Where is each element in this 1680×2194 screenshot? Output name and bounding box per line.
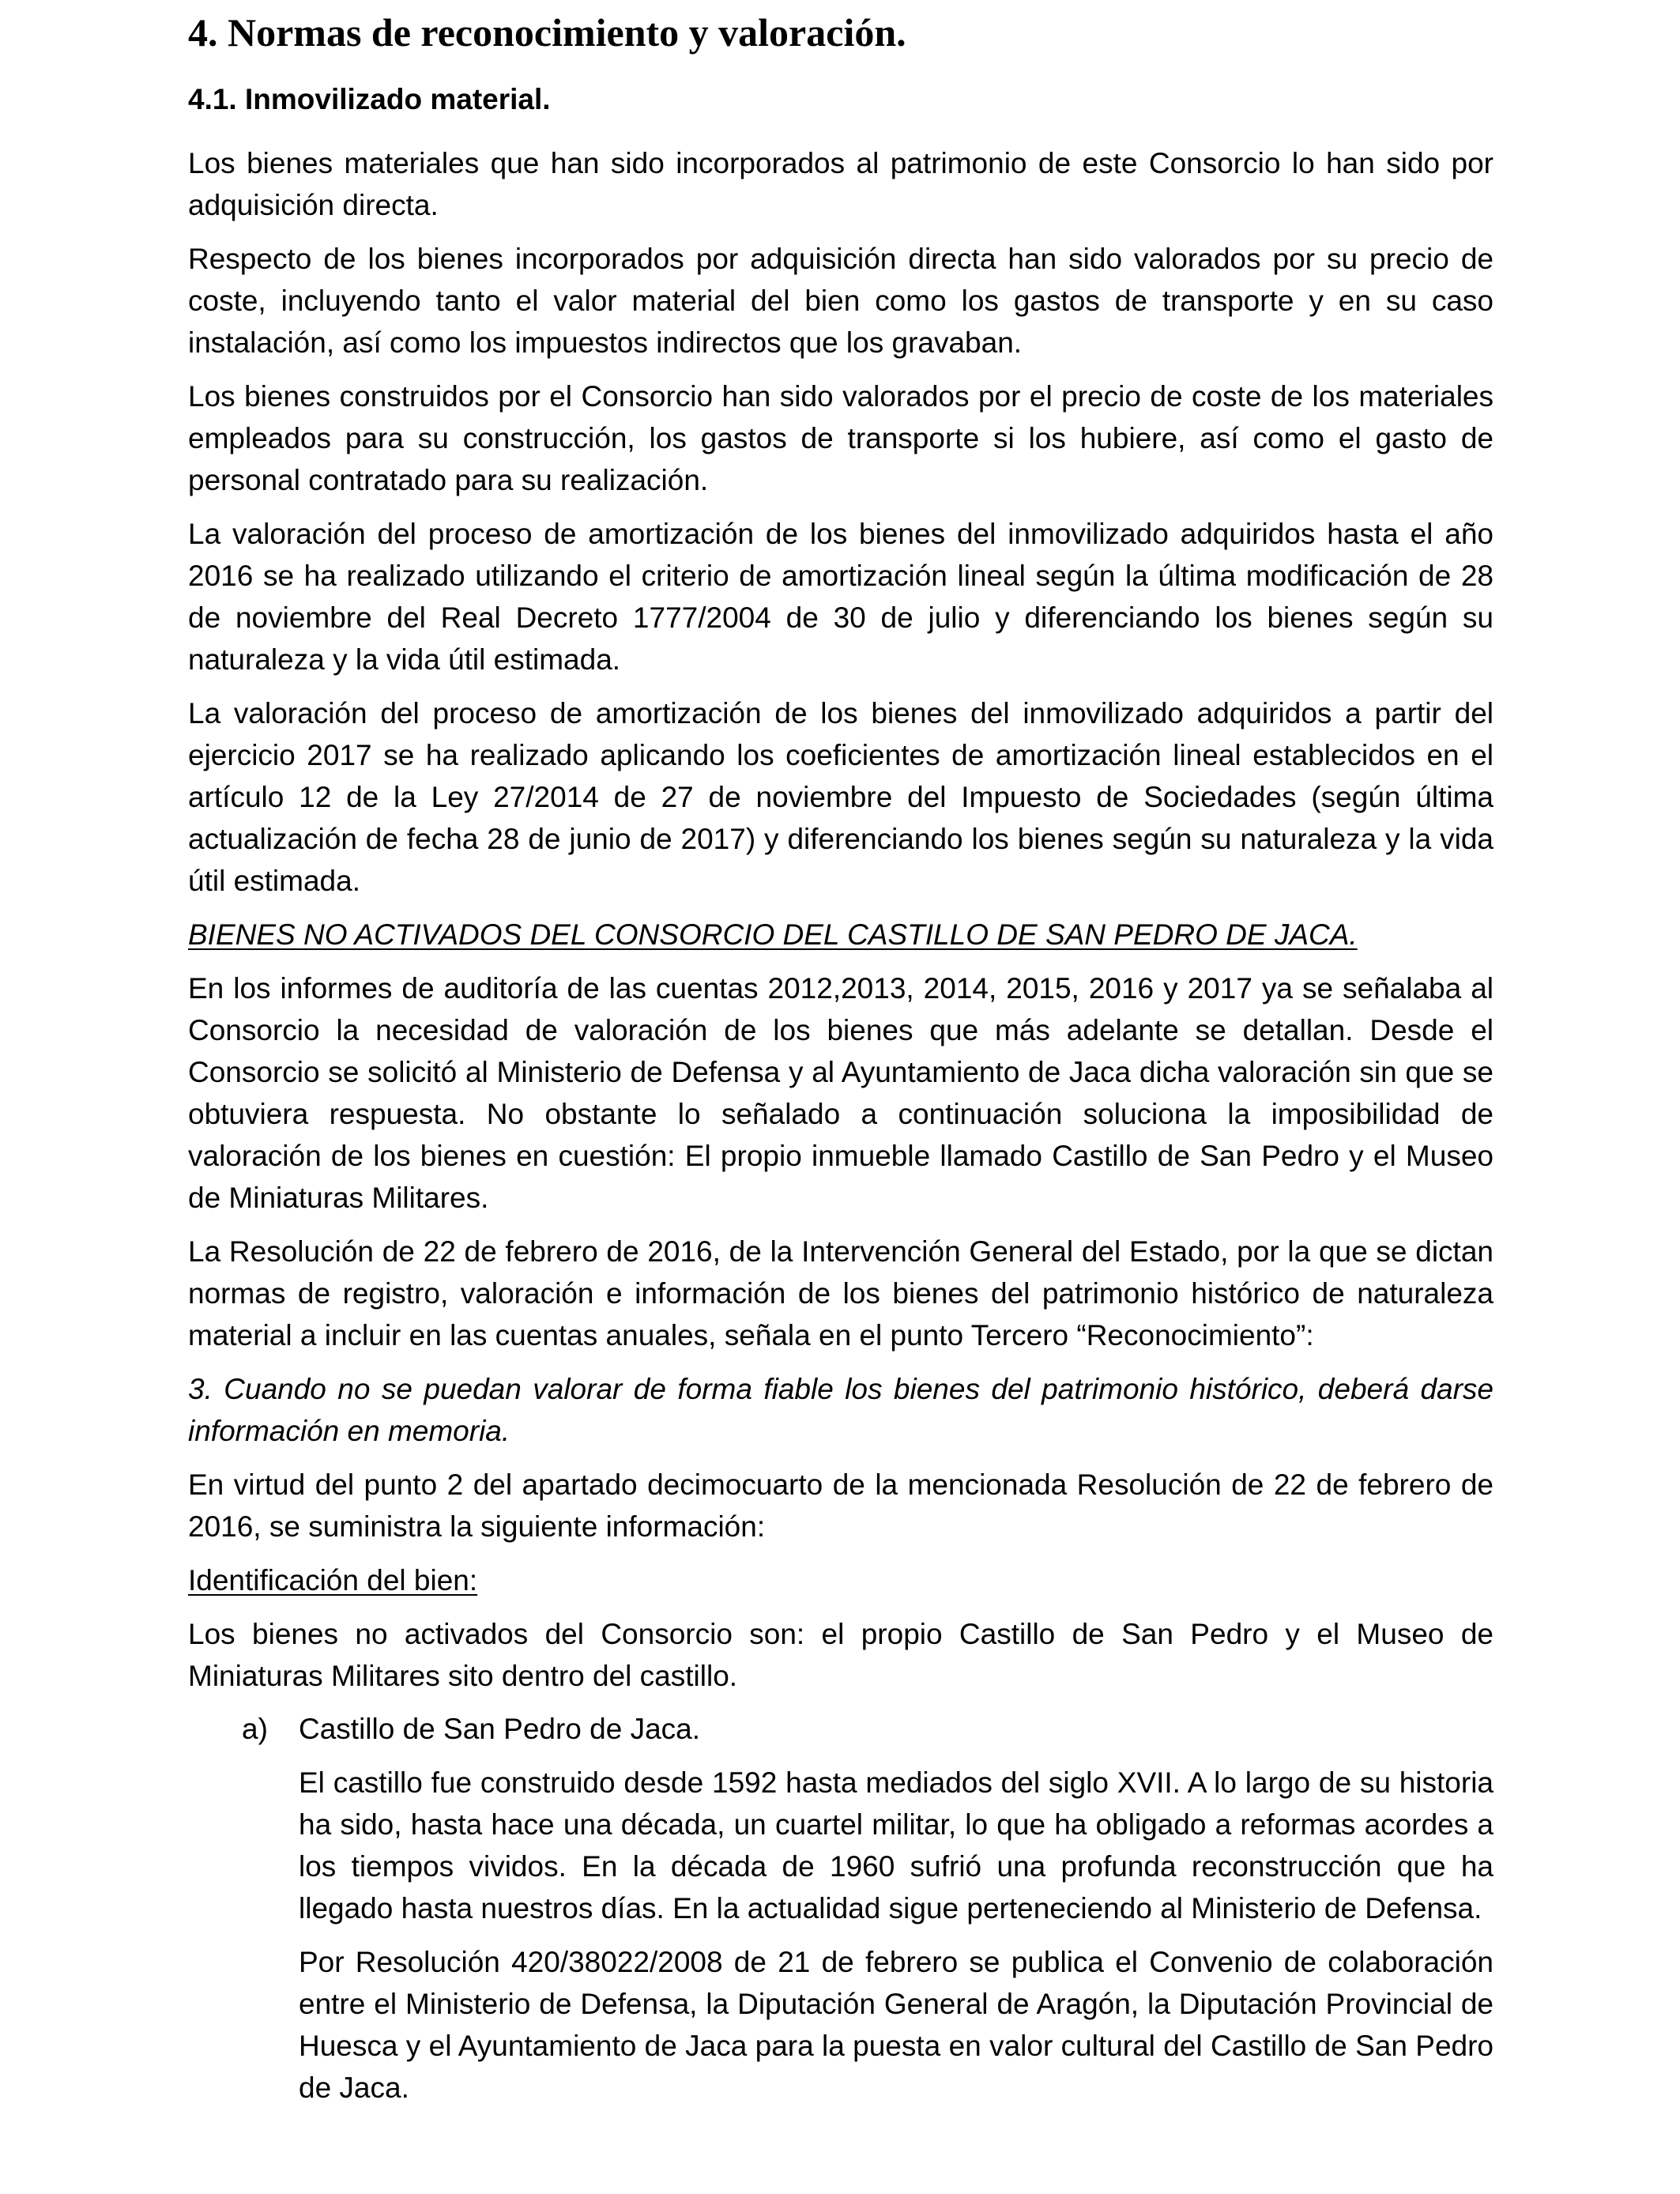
paragraph-castillo-historia: El castillo fue construido desde 1592 hasta mediados del siglo XVII. A lo largo de su historia ha sido, hasta hace una década, un cuartel militar, lo que ha obligado a reformas acordes a los tiempos vividos. En la década de 1960 sufrió una profunda reconstrucción que ha llegado hasta nuestros días. En la actualidad sigue perteneciendo al Ministerio de Defensa. (299, 1766, 1494, 1924)
paragraph-auditoria: En los informes de auditoría de las cuentas 2012,2013, 2014, 2015, 2016 y 2017 ya se señalaba al Consorcio la necesidad de valoración de los bienes que más adelante se detallan. Desde el Consorcio se solicitó al Ministerio de Defensa y al Ayuntamiento de Jaca dicha valoración sin que se obtuviera respuesta. No obstante lo señalado a continuación soluciona la imposibilidad de valoración de los bienes en cuestión: El propio inmueble llamado Castillo de San Pedro y el Museo de Miniaturas Militares. (188, 972, 1494, 1214)
paragraph-amortizacion-2017: La valoración del proceso de amortización de los bienes del inmovilizado adquiridos a partir del ejercicio 2017 se ha realizado aplicando los coeficientes de amortización lineal establecidos en el artículo 12 de la Ley 27/2014 de 27 de noviembre del Impuesto de Sociedades (según última actualización de fecha 28 de junio de 2017) y diferenciando los bienes según su naturaleza y la vida útil estimada. (188, 697, 1494, 897)
paragraph-valoracion-coste: Respecto de los bienes incorporados por adquisición directa han sido valorados por su precio de coste, incluyendo tanto el valor material del bien como los gastos de transporte y en su caso instalación, así como los impuestos indirectos que los gravaban. (188, 243, 1494, 359)
section-heading: 4. Normas de reconocimiento y valoración. (188, 10, 906, 55)
paragraph-informacion: En virtud del punto 2 del apartado decimocuarto de la mencionada Resolución de 22 de febrero de 2016, se suministra la siguiente información: (188, 1468, 1494, 1543)
list-item-a (188, 1708, 1494, 1750)
paragraph-bienes-no-activados: Los bienes no activados del Consorcio son: el propio Castillo de San Pedro y el Museo de Miniaturas Militares sito dentro del castillo. (188, 1618, 1494, 1692)
paragraph-adquisicion: Los bienes materiales que han sido incorporados al patrimonio de este Consorcio lo han sido por adquisición directa. (188, 147, 1494, 221)
quote-reconocimiento: 3. Cuando no se puedan valorar de forma fiable los bienes del patrimonio histórico, deberá darse información en memoria. (188, 1373, 1494, 1447)
section-title-bienes-no-activados: BIENES NO ACTIVADOS DEL CONSORCIO DEL CASTILLO DE SAN PEDRO DE JACA. (188, 918, 1358, 951)
list-marker-a: a) (242, 1713, 268, 1745)
list-item-a-title: Castillo de San Pedro de Jaca. (299, 1713, 701, 1745)
paragraph-castillo-convenio: Por Resolución 420/38022/2008 de 21 de febrero se publica el Convenio de colaboración entre el Ministerio de Defensa, la Diputación General de Aragón, la Diputación Provincial de Huesca y el Ayuntamiento de Jaca para la puesta en valor cultural del Castillo de San Pedro de Jaca. (299, 1946, 1494, 2104)
subsection-heading: 4.1. Inmovilizado material. (188, 83, 551, 115)
identificacion-title: Identificación del bien: (188, 1564, 478, 1596)
document-page (188, 0, 1494, 2109)
paragraph-bienes-construidos: Los bienes construidos por el Consorcio han sido valorados por el precio de coste de los materiales empleados para su construcción, los gastos de transporte si los hubiere, así como el gasto de personal contratado para su realización. (188, 380, 1494, 496)
paragraph-amortizacion-2016: La valoración del proceso de amortización de los bienes del inmovilizado adquiridos hasta el año 2016 se ha realizado utilizando el criterio de amortización lineal según la última modificación de 28 de noviembre del Real Decreto 1777/2004 de 30 de julio y diferenciando los bienes según su naturaleza y la vida útil estimada. (188, 518, 1494, 676)
paragraph-resolucion: La Resolución de 22 de febrero de 2016, de la Intervención General del Estado, por la que se dictan normas de registro, valoración e información de los bienes del patrimonio histórico de naturaleza material a incluir en las cuentas anuales, señala en el punto Tercero “Reconocimiento”: (188, 1235, 1494, 1351)
